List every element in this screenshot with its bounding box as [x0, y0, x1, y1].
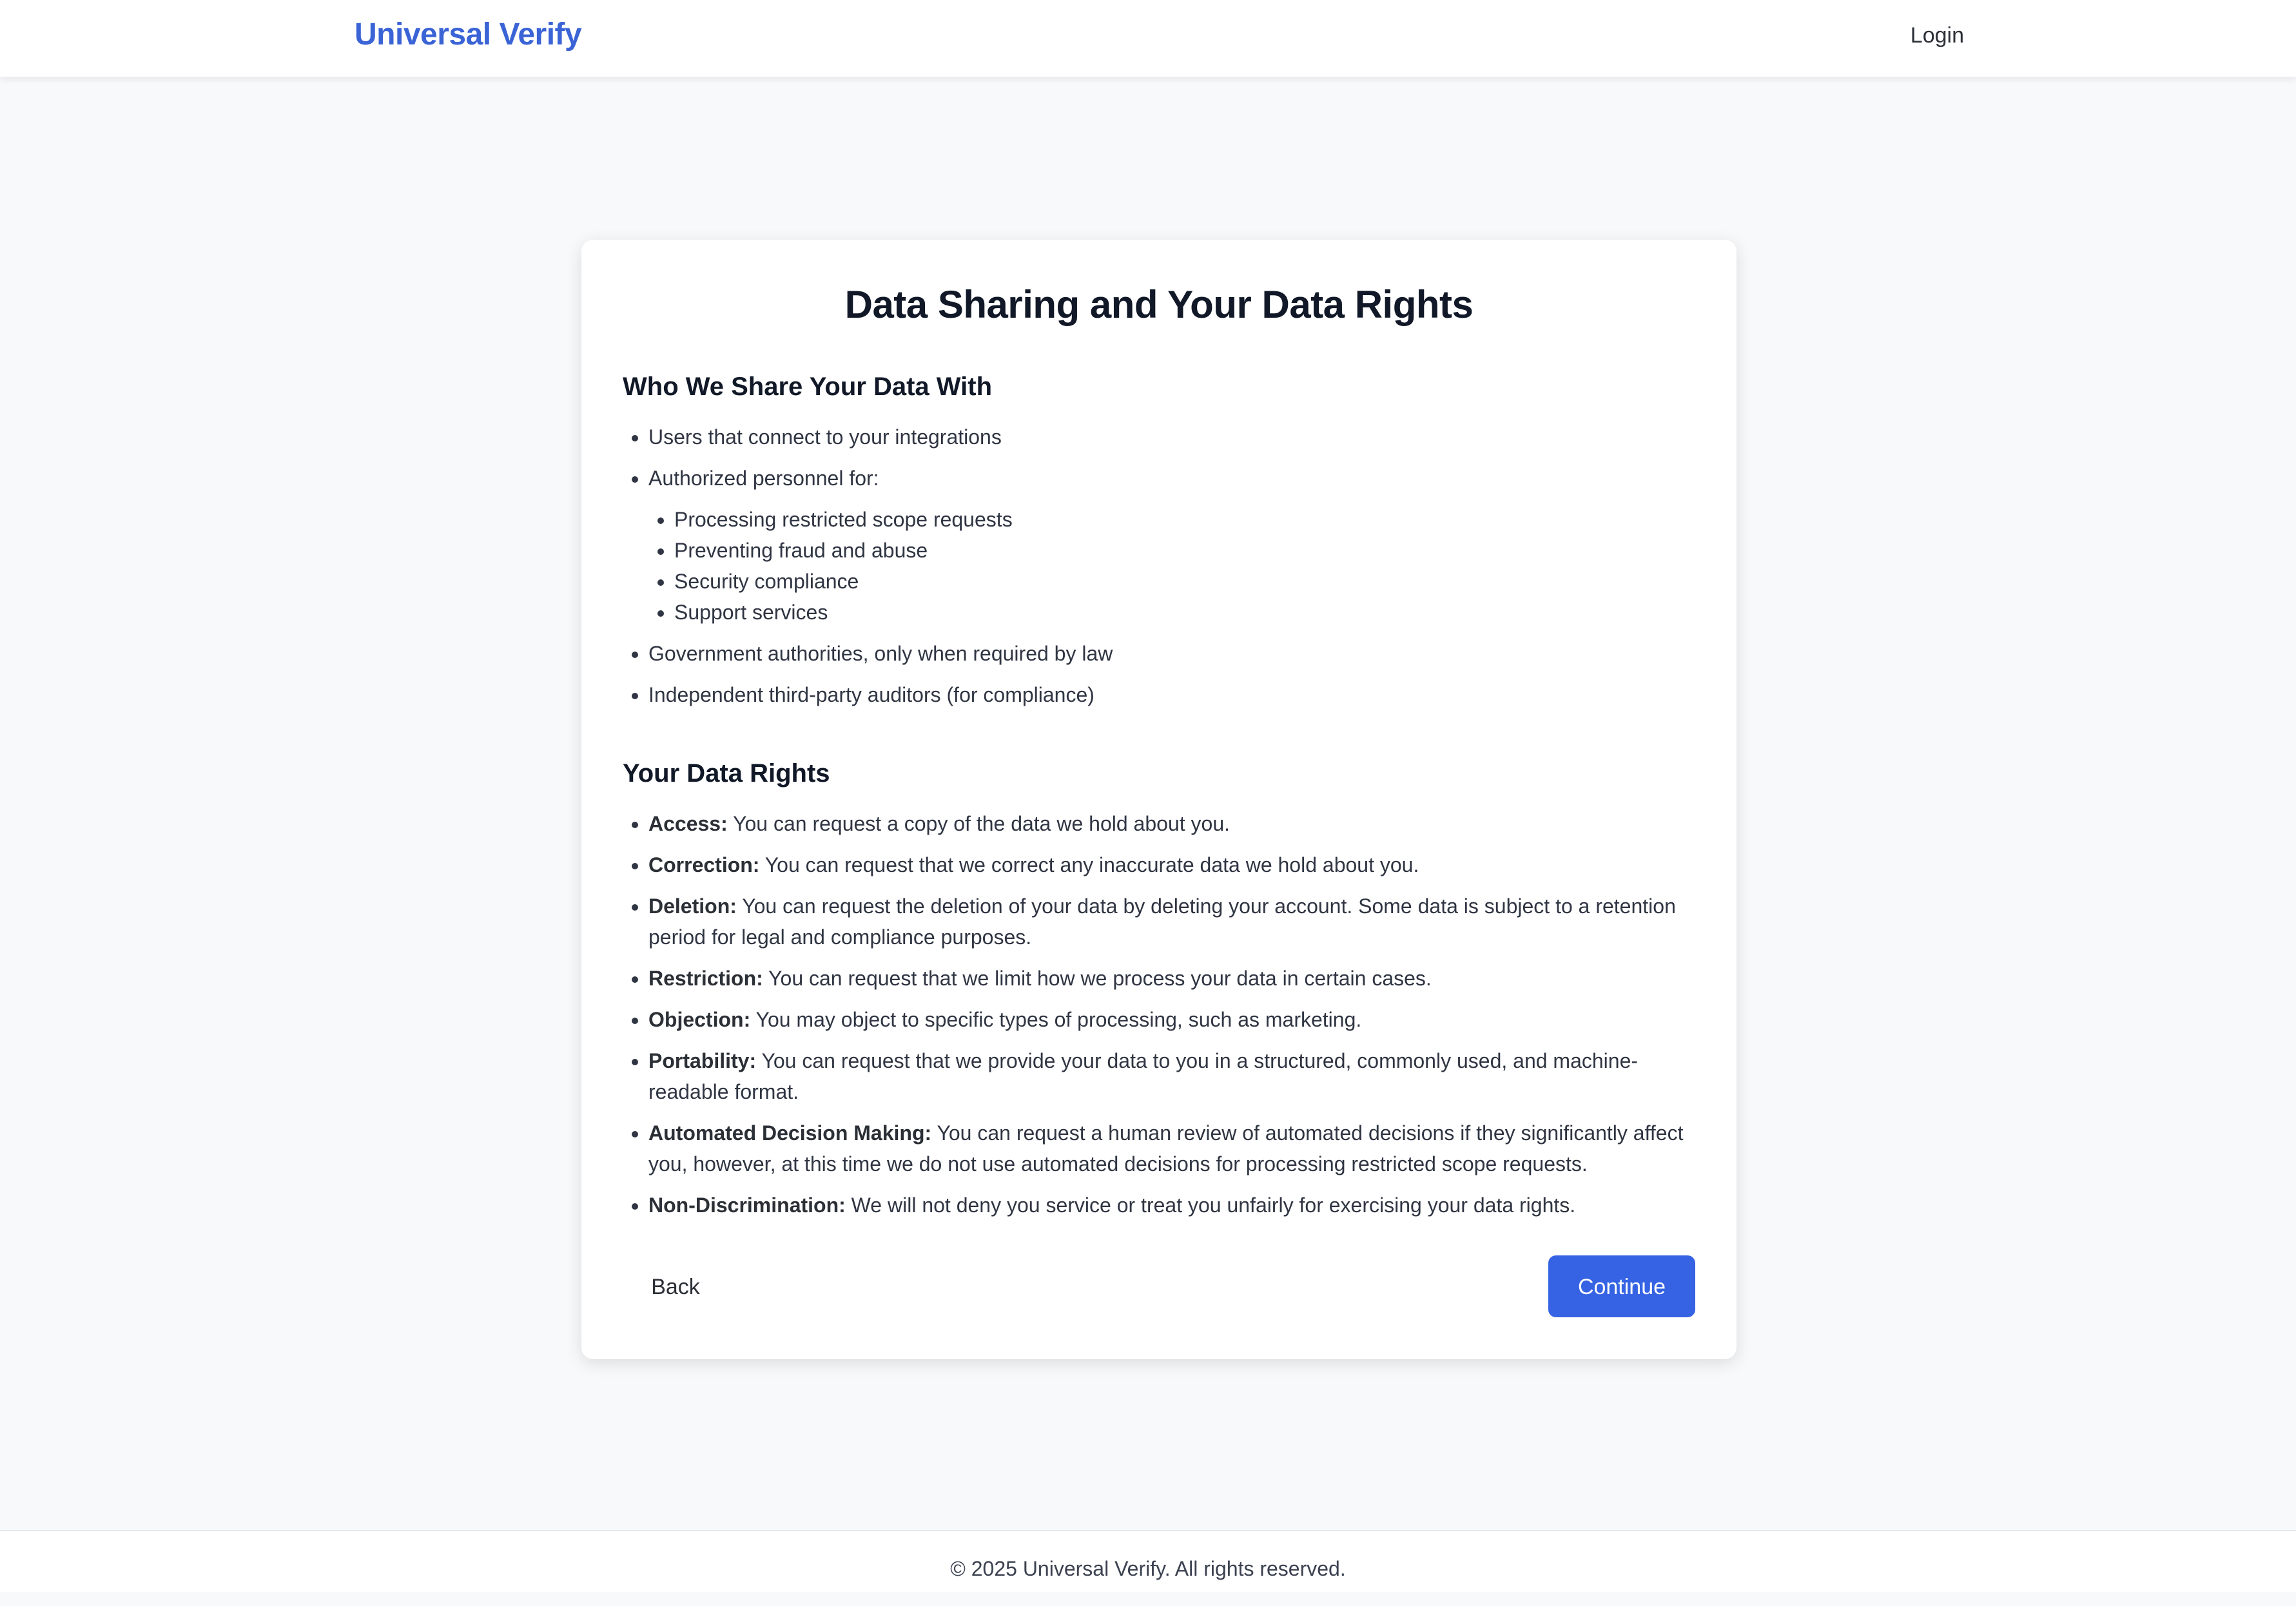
page-title: Data Sharing and Your Data Rights [844, 283, 1474, 326]
rights-section-title: Your Data Rights [623, 759, 830, 788]
right-term: Automated Decision Making: [648, 1121, 932, 1145]
list-item [648, 638, 1695, 669]
right-item-deletion [648, 891, 1695, 953]
data-rights-card [581, 240, 1737, 1359]
right-item-restriction [648, 963, 1695, 994]
right-text: You can request that we correct any inaccurate data we hold about you. [759, 853, 1419, 876]
right-term: Restriction: [648, 967, 763, 990]
authorized-personnel-sublist [648, 504, 1695, 628]
continue-button[interactable]: Continue [1548, 1255, 1695, 1317]
list-item-text: Users that connect to your integrations [648, 425, 1002, 449]
right-item-access [648, 808, 1695, 839]
rights-list [623, 808, 1695, 1231]
copyright-text: © 2025 Universal Verify. All rights reserved. [950, 1557, 1346, 1580]
back-button[interactable]: Back [623, 1255, 728, 1317]
right-text: You can request that we limit how we process your data in certain cases. [763, 967, 1432, 990]
list-item [648, 679, 1695, 710]
list-item [648, 421, 1695, 452]
right-term: Objection: [648, 1008, 751, 1031]
top-nav [0, 0, 2296, 77]
right-item-non-discrimination [648, 1190, 1695, 1221]
sublist-item: • Processing restricted scope requests [674, 504, 1695, 535]
right-text: You may object to specific types of processing, such as marketing. [750, 1008, 1362, 1031]
right-item-automated-decision [648, 1117, 1695, 1179]
right-term: Non-Discrimination: [648, 1194, 846, 1217]
right-text: You can request a human review of automated decisions if they significantly affect you, however, at this time we do not use automated decisions for processing restricted scope requests. [648, 1121, 1684, 1175]
sublist-item: • Preventing fraud and abuse [674, 535, 1695, 566]
right-text: You can request that we provide your data to you in a structured, commonly used, and machine-readable format. [648, 1049, 1639, 1103]
list-item-text: Government authorities, only when required by law [648, 642, 1113, 665]
sublist-item: • Support services [674, 597, 1695, 628]
right-term: Access: [648, 812, 728, 835]
right-text: We will not deny you service or treat you unfairly for exercising your data rights. [845, 1194, 1576, 1217]
right-item-correction [648, 849, 1695, 880]
right-text: You can request the deletion of your data by deleting your account. Some data is subject to a retention period for legal and compliance purposes. [648, 895, 1676, 949]
right-term: Correction: [648, 853, 760, 876]
right-term: Portability: [648, 1049, 757, 1072]
list-item [648, 463, 1695, 628]
list-item-text: Authorized personnel for: [648, 467, 879, 490]
footer [0, 1530, 2296, 1592]
right-text: You can request a copy of the data we hold about you. [727, 812, 1230, 835]
brand-logo-link[interactable]: Universal Verify [355, 17, 582, 52]
login-link[interactable]: Login [1910, 23, 1964, 48]
right-term: Deletion: [648, 895, 737, 918]
right-item-portability [648, 1045, 1695, 1107]
right-item-objection [648, 1004, 1695, 1035]
sharing-list [623, 421, 1695, 721]
list-item-text: Independent third-party auditors (for compliance) [648, 683, 1094, 706]
sublist-item: • Security compliance [674, 566, 1695, 597]
sharing-section-title: Who We Share Your Data With [623, 372, 993, 401]
